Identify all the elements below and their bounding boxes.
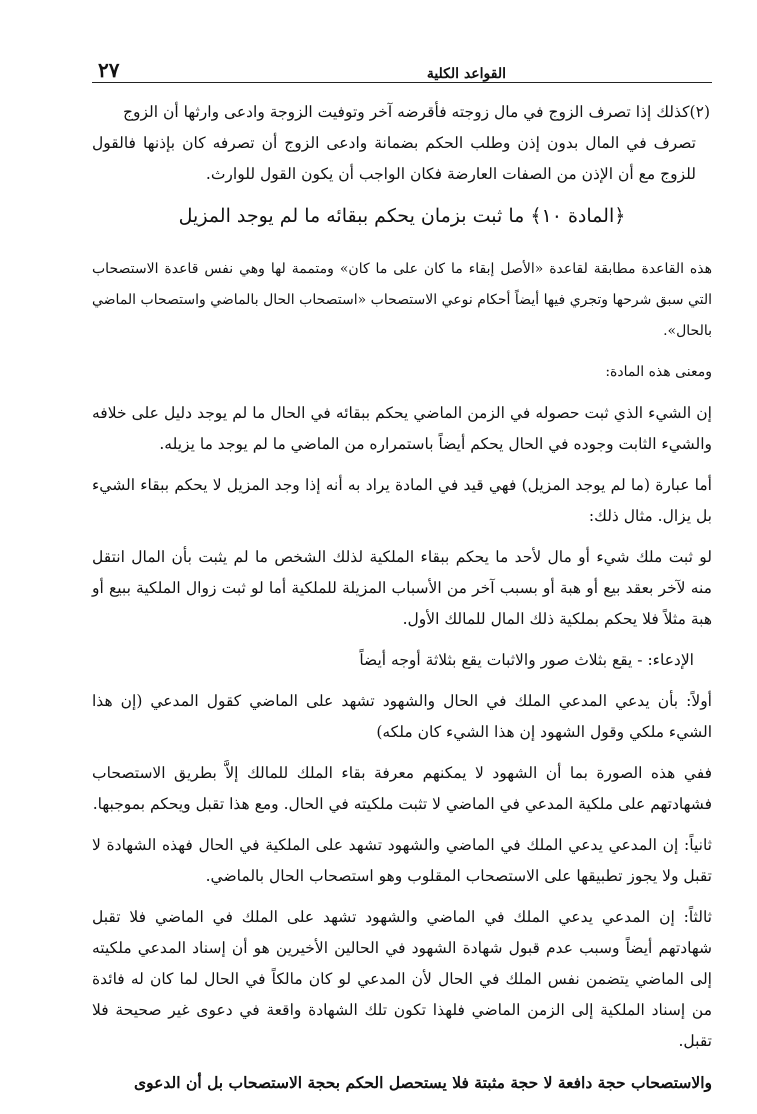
footnote-body: تصرف في المال بدون إذن وطلب الحكم بضمانة وادعى الزوج أن تصرفه كان بإذنها فالقول للزوج مع أن الإذن من الصفات العارضة فكان الواجب أن يكون القول للوارث.	[92, 134, 696, 183]
running-title: القواعد الكلية	[426, 66, 506, 82]
paragraph-second-case: ثانياً: إن المدعي يدعي الملك في الماضي والشهود تشهد على الملكية في الحال فهذه الشهادة لا تقبل ولا يجوز تطبيقها على الاستصحاب المقلوب وهو استصحاب الحال بالماضي.	[92, 836, 712, 885]
footnote-first-line: كذلك إذا تصرف الزوج في مال زوجته فأقرضه آخر وتوفيت الزوجة وادعى وارثها أن الزوج	[122, 103, 690, 121]
paragraph-meaning: إن الشيء الذي ثبت حصوله في الزمن الماضي يحكم ببقائه في الحال ما لم يوجد دليل على خلافه والشيء الثابت وجوده في الحال يحكم أيضاً باستمراره من الماضي ما لم يوجد ما يزيله.	[92, 404, 712, 453]
footnote	[92, 97, 712, 190]
paragraph-meaning-label: ومعنى هذه المادة:	[605, 364, 712, 380]
page-header	[92, 52, 712, 83]
paragraph-example: لو ثبت ملك شيء أو مال لأحد ما يحكم ببقاء الملكية لذلك الشخص ما لم يثبت بأن المال انتقل منه لآخر بعقد بيع أو هبة أو بسبب آخر من الأسباب المزيلة للملكية أما لو ثبت زوال الملكية ببيع أو هبة مثلاً فلا يحكم بملكية ذلك المال للمالك الأول.	[92, 548, 712, 628]
paragraph-first-ruling: ففي هذه الصورة بما أن الشهود لا يمكنهم معرفة بقاء الملك للمالك إلاَّ بطريق الاستصحاب فشهادتهم على ملكية المدعي في الماضي لا تثبت ملكيته في الحال. ومع هذا تقبل ويحكم بموجبها.	[92, 764, 712, 813]
page-number: ٢٧	[98, 58, 120, 82]
paragraph-closing-line: والاستصحاب حجة دافعة لا حجة مثبتة فلا يستحصل الحكم بحجة الاستصحاب بل أن الدعوى	[134, 1073, 712, 1092]
paragraph-qualifier: أما عبارة (ما لم يوجد المزيل) فهي قيد في المادة يراد به أنه إذا وجد المزيل لا يحكم ببقاء الشيء بل يزال. مثال ذلك:	[92, 476, 712, 525]
footnote-marker: (٢)	[689, 103, 710, 121]
book-page	[92, 52, 712, 1114]
article-heading: ﴿المادة ١٠﴾ ما ثبت بزمان يحكم ببقائه ما لم يوجد المزيل	[178, 205, 626, 227]
page-content	[92, 83, 712, 1098]
paragraph-third-case: ثالثاً: إن المدعي يدعي الملك في الماضي والشهود تشهد على الملك في الماضي فلا تقبل شهادتهم أيضاً وسبب عدم قبول شهادة الشهود في الحالين الأخيرين هو أن إسناد المدعي ملكيته إلى الماضي يتضمن نفس الملك في الحال لأن المدعي لو كان مالكاً في الحال لما كان له فائدة من إسناد الملكية إلى الزمن الماضي فلهذا تكون تلك الشهادة واقعة في دعوى غير صحيحة فلا تقبل.	[92, 908, 712, 1050]
paragraph-intro: هذه القاعدة مطابقة لقاعدة «الأصل إبقاء ما كان على ما كان» ومتممة لها وهي نفس قاعدة الاستصحاب التي سبق شرحها وتجري فيها أيضاً أحكام نوعي الاستصحاب «استصحاب الحال بالماضي واستصحاب الماضي بالحال».	[92, 261, 712, 339]
paragraph-claim-forms: الإدعاء: - يقع بثلاث صور والاثبات يقع بثلاثة أوجه أيضاً	[359, 651, 694, 669]
paragraph-first-case: أولاً: بأن يدعي المدعي الملك في الحال والشهود تشهد على الماضي كقول المدعي (إن هذا الشيء ملكي وقول الشهود إن هذا الشيء كان ملكه)	[92, 692, 712, 741]
